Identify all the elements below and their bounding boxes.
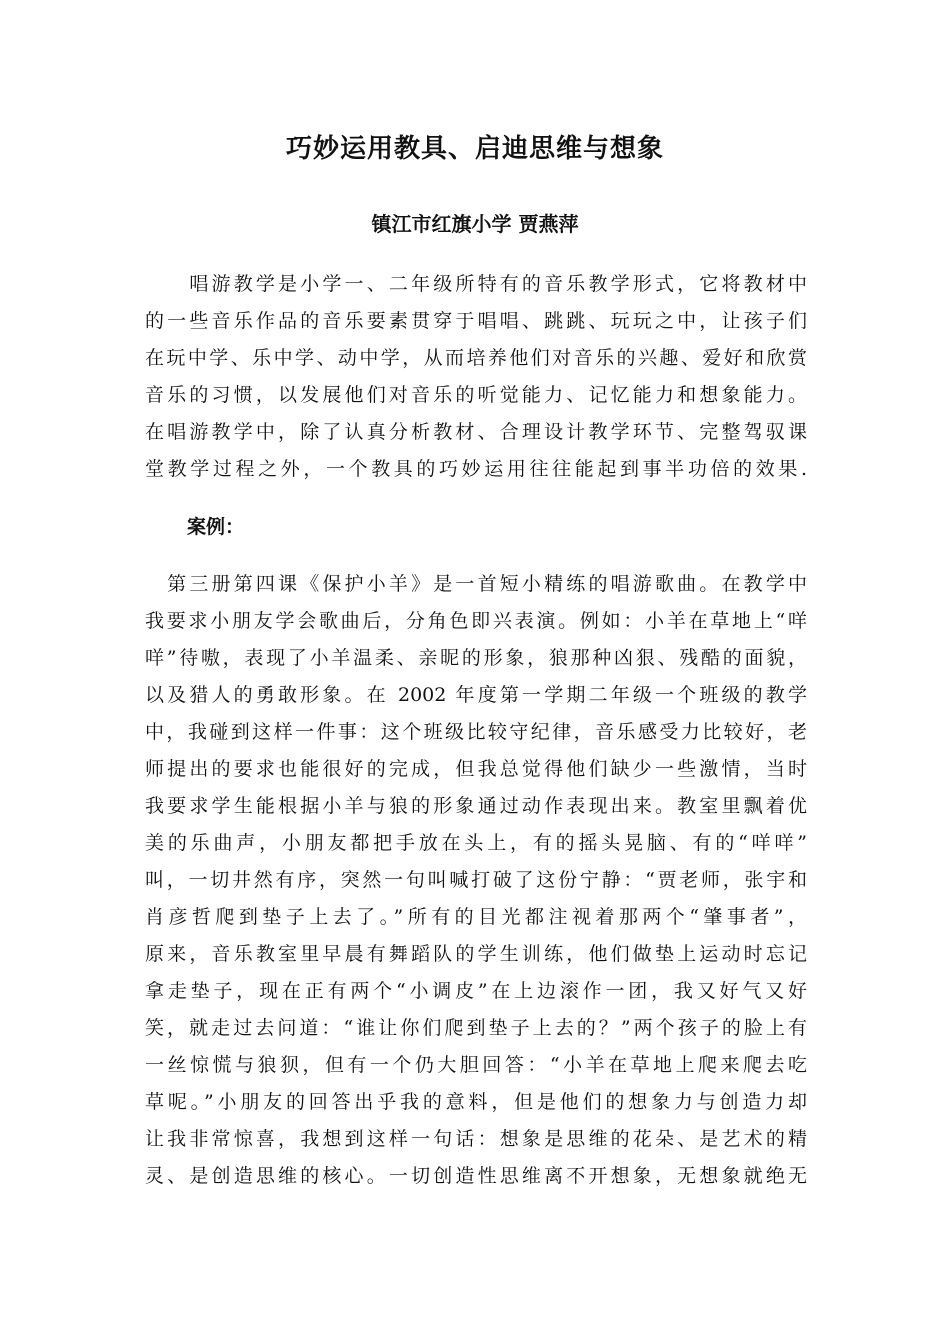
case-line: 原来，音乐教室里早晨有舞蹈队的学生训练，他们做垫上运动时忘记 — [145, 943, 807, 965]
case-line: 第三册第四课《保护小羊》是一首短小精练的唱游歌曲。在教学中 — [145, 573, 807, 595]
case-line: 叫，一切井然有序，突然一句叫喊打破了这份宁静：“贾老师，张宇和 — [145, 869, 807, 891]
case-line: 我要求小朋友学会歌曲后，分角色即兴表演。例如：小羊在草地上“咩 — [145, 610, 807, 632]
case-line: 以及猎人的勇敢形象。在 2002 年度第一学期二年级一个班级的教学 — [145, 684, 807, 706]
case-line: 中，我碰到这样一件事：这个班级比较守纪律，音乐感受力比较好，老 — [145, 721, 807, 743]
case-line: 师提出的要求也能很好的完成，但我总觉得他们缺少一些激情，当时 — [145, 758, 807, 780]
intro-line: 在玩中学、乐中学、动中学，从而培养他们对音乐的兴趣、爱好和欣赏 — [145, 347, 807, 369]
intro-line: 的一些音乐作品的音乐要素贯穿于唱唱、跳跳、玩玩之中，让孩子们 — [145, 310, 807, 332]
document-title: 巧妙运用教具、启迪思维与想象 — [285, 134, 664, 164]
case-line: 一丝惊慌与狼狈，但有一个仍大胆回答：“小羊在草地上爬来爬去吃 — [145, 1054, 807, 1076]
intro-line: 堂教学过程之外，一个教具的巧妙运用往往能起到事半功倍的效果. — [145, 458, 807, 480]
intro-line: 音乐的习惯，以发展他们对音乐的听觉能力、记忆能力和想象能力。 — [145, 384, 807, 406]
case-paragraph — [145, 566, 807, 1195]
case-line: 咩”待嗷，表现了小羊温柔、亲昵的形象，狼那种凶狠、残酷的面貌， — [145, 647, 807, 669]
case-line: 拿走垫子，现在正有两个“小调皮”在上边滚作一团，我又好气又好 — [145, 980, 807, 1002]
case-label: 案例： — [187, 516, 245, 538]
intro-line: 唱游教学是小学一、二年级所特有的音乐教学形式，它将教材中 — [145, 273, 807, 295]
intro-line: 在唱游教学中，除了认真分析教材、合理设计教学环节、完整驾驭课 — [145, 421, 807, 443]
case-line: 草呢。”小朋友的回答出乎我的意料，但是他们的想象力与创造力却 — [145, 1091, 807, 1113]
case-line: 我要求学生能根据小羊与狼的形象通过动作表现出来。教室里飘着优 — [145, 795, 807, 817]
intro-paragraph — [145, 266, 807, 488]
case-line: 笑，就走过去问道：“谁让你们爬到垫子上去的？”两个孩子的脸上有 — [145, 1017, 807, 1039]
case-line: 肖彦哲爬到垫子上去了。”所有的目光都注视着那两个“肇事者”， — [145, 906, 807, 928]
case-line: 美的乐曲声，小朋友都把手放在头上，有的摇头晃脑、有的“咩咩” — [145, 832, 807, 854]
case-line: 让我非常惊喜，我想到这样一句话：想象是思维的花朵、是艺术的精 — [145, 1128, 807, 1150]
case-line: 灵、是创造思维的核心。一切创造性思维离不开想象，无想象就绝无 — [145, 1165, 807, 1187]
author-line: 镇江市红旗小学 贾燕萍 — [371, 212, 579, 236]
